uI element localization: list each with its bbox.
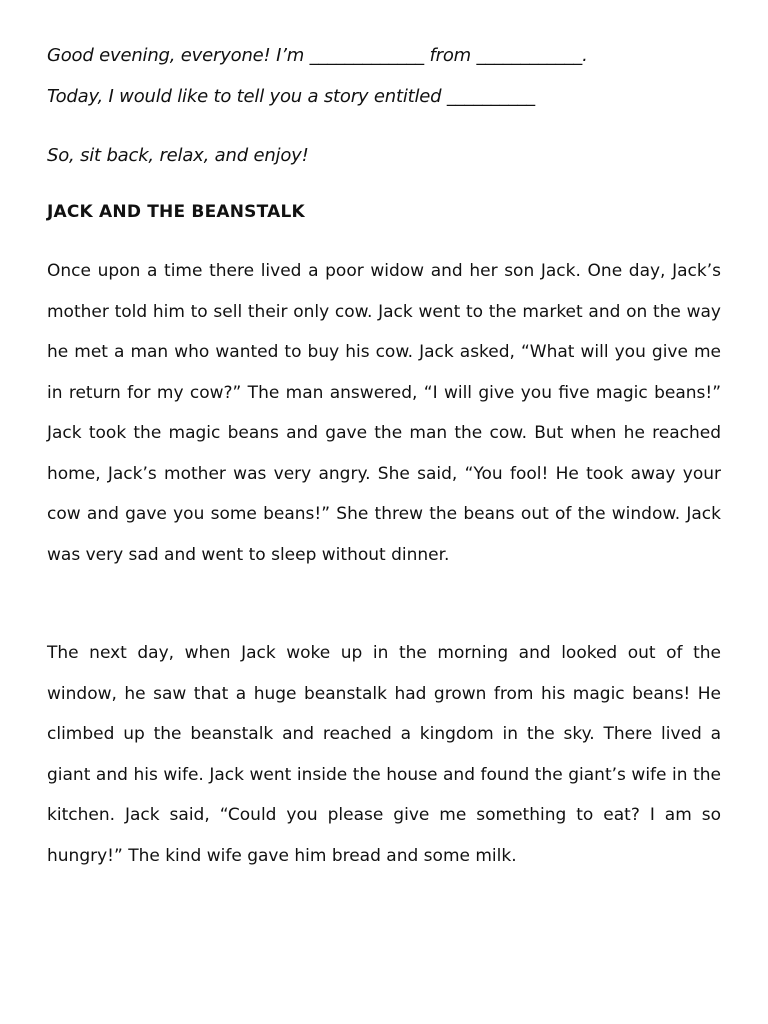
intro-line-enjoy: So, sit back, relax, and enjoy!	[47, 145, 309, 166]
story-paragraph-2: The next day, when Jack woke up in the morning and looked out of the window, he saw that a huge beanstalk had grown from his magic beans! He climbed up the beanstalk and reached a kingdom in the sky. There lived a giant and his wife. Jack went inside the house and found the giant’s wife in the kitchen. Jack said, “Could you please give me something to eat? I am so hungry!” The kind wife gave him bread and some milk.	[47, 643, 721, 866]
intro-line-greeting: Good evening, everyone! I’m _____________ from ____________.	[47, 45, 588, 66]
story-title: JACK AND THE BEANSTALK	[47, 202, 305, 222]
story-paragraph-1: Once upon a time there lived a poor widow and her son Jack. One day, Jack’s mother told him to sell their only cow. Jack went to the market and on the way he met a man who wanted to buy his cow. Jack asked, “What will you give me in return for my cow?” The man answered, “I will give you five magic beans!” Jack took the magic beans and gave the man the cow. But when he reached home, Jack’s mother was very angry. She said, “You fool! He took away your cow and gave you some beans!” She threw the beans out of the window. Jack was very sad and went to sleep without dinner.	[47, 261, 721, 565]
intro-line-story-title: Today, I would like to tell you a story entitled __________	[47, 86, 535, 107]
